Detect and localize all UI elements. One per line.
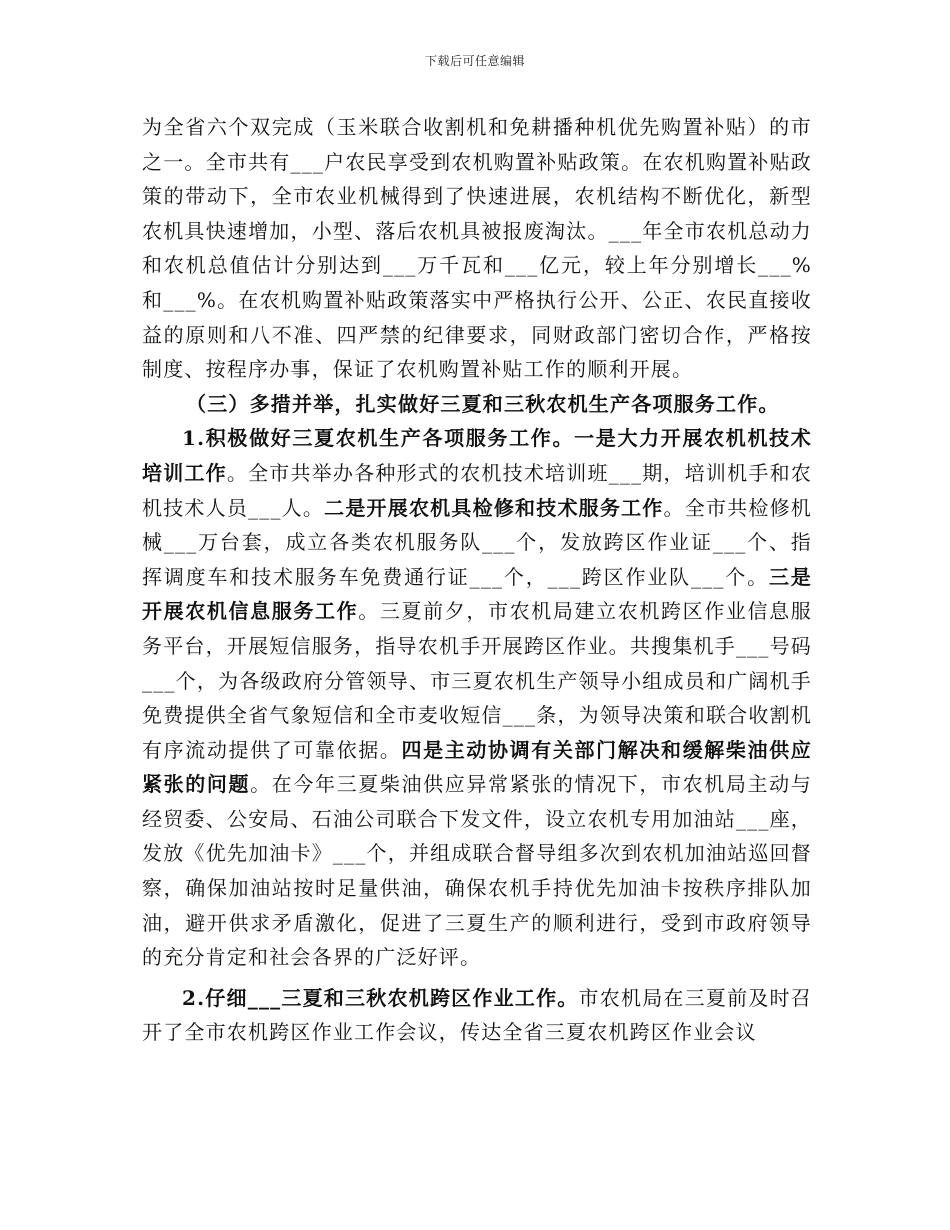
point-four-text: 。在今年三夏柴油供应异常紧张的情况下，市农机局主动与经贸委、公安局、石油公司联合下发文件，设立农机专用加油站___座，发放《优先加油卡》___个，并组成联合督导组多次到农机加油站巡回督察，确保加油站按时足量供油，确保农机手持优先加油卡按秩序排队加油，避开供求矛盾激化，促进了三夏生产的顺利进行，受到市政府领导的充分肯定和社会各界的广泛好评。 xyxy=(142,772,813,970)
section-heading-3: （三）多措并举，扎实做好三夏和三秋农机生产各项服务工作。 xyxy=(186,391,780,416)
subsection-title-2: 2.仔细___三夏和三秋农机跨区作业工作。 xyxy=(182,985,579,1010)
point-one-title: 一是大力开展农机机技术培训工作 xyxy=(142,426,812,485)
subsection-title-1: 1.积极做好三夏农机生产各项服务工作。 xyxy=(182,426,575,451)
page-header: 下载后可任意编辑 xyxy=(424,54,525,68)
point-one-text: 。全市共举办各种形式的农机技术培训班___期，培训机手和农机技术人员___人。 xyxy=(142,460,812,520)
point-three-text: 。三夏前夕，市农机局建立农机跨区作业信息服务平台，开展短信服务，指导农机手开展跨区作业。共搜集机手___号码___个，为各级政府分管领导、市三夏农机生产领导小组成员和广阔机手免费提供全省气象短信和全市麦收短信___条，为领导决策和联合收割机有序流动提供了可靠依据。 xyxy=(142,599,812,762)
paragraph-summer-services xyxy=(142,421,812,975)
paragraph-cross-region xyxy=(142,981,812,1050)
point-three-title: 三是开展农机信息服务工作 xyxy=(142,564,812,624)
document-body xyxy=(142,110,812,1050)
point-two-text: 。全市共检修机械___万台套，成立各类农机服务队___个，发放跨区作业证___个、指挥调度车和技术服务车免费通行证___个，___跨区作业队___个。 xyxy=(142,495,813,589)
point-four-title: 四是主动协调有关部门解决和缓解柴油供应紧张的问题 xyxy=(142,737,812,797)
paragraph-subsidy: 为全省六个双完成（玉米联合收割机和免耕播种机优先购置补贴）的市之一。全市共有___户农民享受到农机购置补贴政策。在农机购置补贴政策的带动下，全市农业机械得到了快速进展，农机结构不断优化，新型农机具快速增加，小型、落后农机具被报废淘汰。___年全市农机总动力和农机总值估计分别达到___万千瓦和___亿元，较上年分别增长___%和___%。在农机购置补贴政策落实中严格执行公开、公正、农民直接收益的原则和八不准、四严禁的纪律要求，同财政部门密切合作，严格按制度、按程序办事，保证了农机购置补贴工作的顺利开展。 xyxy=(142,115,812,382)
point-two-title: 二是开展农机具检修和技术服务工作 xyxy=(324,495,664,520)
cross-region-text: 市农机局在三夏前及时召开了全市农机跨区作业工作会议，传达全省三夏农机跨区作业会议 xyxy=(142,985,812,1045)
